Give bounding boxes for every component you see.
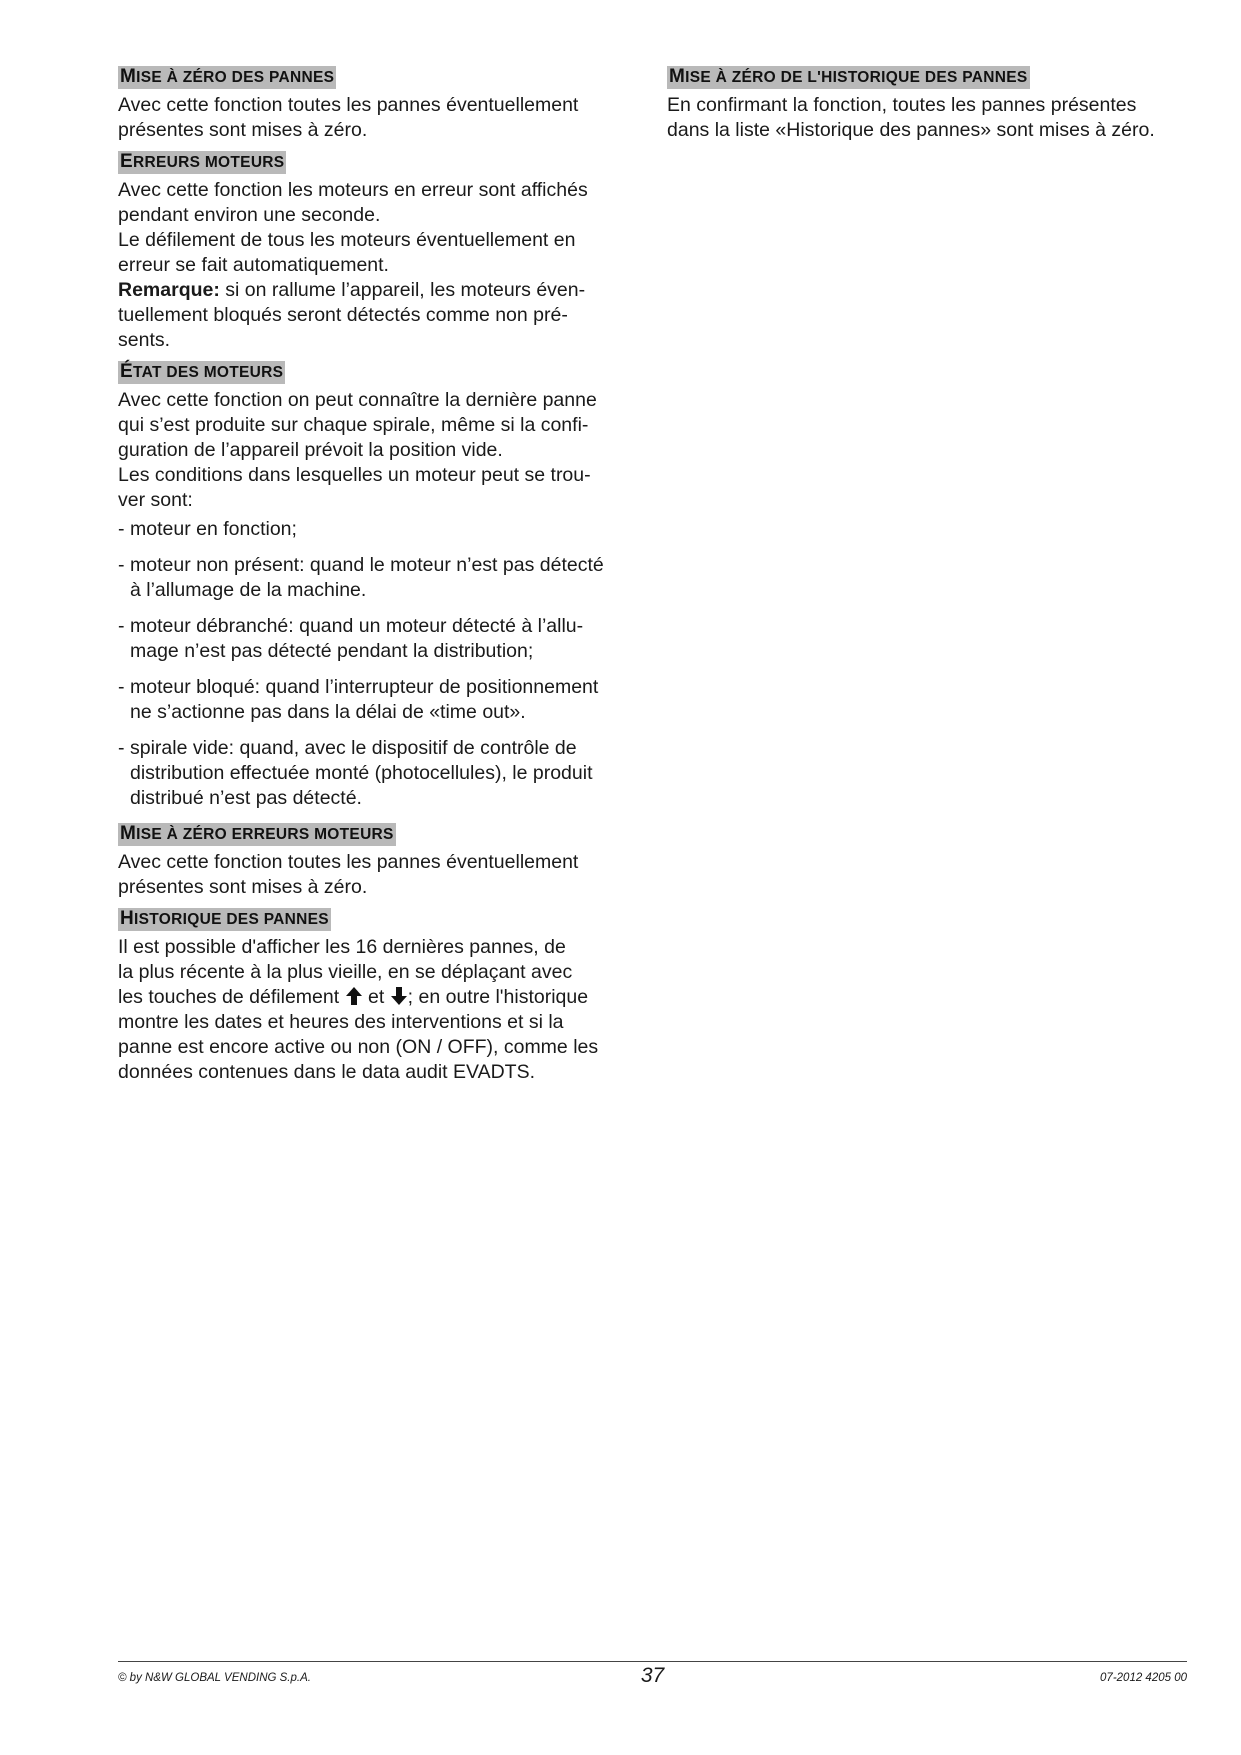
section-text: Il est possible d'afficher les 16 dernières pannes, de la plus récente à la plus vieille, en se déplaçant avec les touches de défilement et ; en outre l'historique montre les dates et heures des interventions et si la panne est encore active ou non (ON / OFF), comme les données contenues dans le data audit EVADTS.: [118, 936, 599, 1083]
section-text: Avec cette fonction on peut connaître la dernière panne qui s’est produite sur chaque spirale, même si la confi- guration de l’appareil prévoit la position vide. Les conditions dans lesquelles un moteur peut se trou- ver sont:: [118, 389, 597, 511]
list-item: - moteur bloqué: quand l’interrupteur de positionnement ne s’actionne pas dans la délai de «time out».: [118, 675, 638, 725]
page-number: 37: [640, 1664, 665, 1687]
section-text: Avec cette fonction toutes les pannes éventuellement présentes sont mises à zéro.: [118, 851, 579, 898]
right-column: [667, 66, 1187, 151]
section-fault-history: [118, 908, 638, 1085]
section-heading: HISTORIQUE DES PANNES: [120, 908, 329, 929]
arrow-up-icon: [345, 986, 363, 1006]
list-item: - moteur en fonction;: [118, 517, 638, 542]
motor-conditions-list: [118, 517, 638, 811]
arrow-down-icon: [390, 986, 408, 1006]
section-heading: MISE À ZÉRO DES PANNES: [120, 66, 335, 87]
section-text: Avec cette fonction toutes les pannes éventuellement présentes sont mises à zéro.: [118, 94, 579, 141]
list-item: - moteur débranché: quand un moteur détecté à l’allu- mage n’est pas détecté pendant la distribution;: [118, 614, 638, 664]
section-reset-faults: [118, 66, 638, 143]
section-motor-status: [118, 361, 638, 811]
section-heading: MISE À ZÉRO ERREURS MOTEURS: [120, 823, 394, 844]
remark: Remarque: si on rallume l’appareil, les moteurs éven-: [118, 279, 586, 301]
section-heading: ERREURS MOTEURS: [120, 151, 285, 172]
left-column: [118, 66, 638, 1093]
copyright: © by N&W GLOBAL VENDING S.p.A.: [118, 1672, 311, 1684]
section-reset-fault-history: [667, 66, 1187, 143]
list-item: - spirale vide: quand, avec le dispositif de contrôle de distribution effectuée monté (photocellules), le produit distribué n’est pas détecté.: [118, 736, 638, 811]
section-heading: ÉTAT DES MOTEURS: [120, 361, 284, 382]
list-item: - moteur non présent: quand le moteur n’est pas détecté à l’allumage de la machine.: [118, 553, 638, 603]
section-text: Avec cette fonction les moteurs en erreur sont affichés pendant environ une seconde. Le défilement de tous les moteurs éventuellement en erreur se fait automatiquement. Remarque: si on rallume l’appareil, les moteurs éven- tuellement bloqués seront détectés comme non pré- sents.: [118, 178, 638, 353]
section-heading: MISE À ZÉRO DE L'HISTORIQUE DES PANNES: [669, 66, 1028, 87]
document-code: 07-2012 4205 00: [1100, 1672, 1187, 1684]
remark-label: Remarque:: [118, 279, 220, 301]
section-text: En confirmant la fonction, toutes les pannes présentes dans la liste «Historique des pannes» sont mises à zéro.: [667, 94, 1155, 141]
section-motor-errors: [118, 151, 638, 353]
section-reset-motor-errors: [118, 823, 638, 900]
page-footer: [118, 1661, 1187, 1702]
